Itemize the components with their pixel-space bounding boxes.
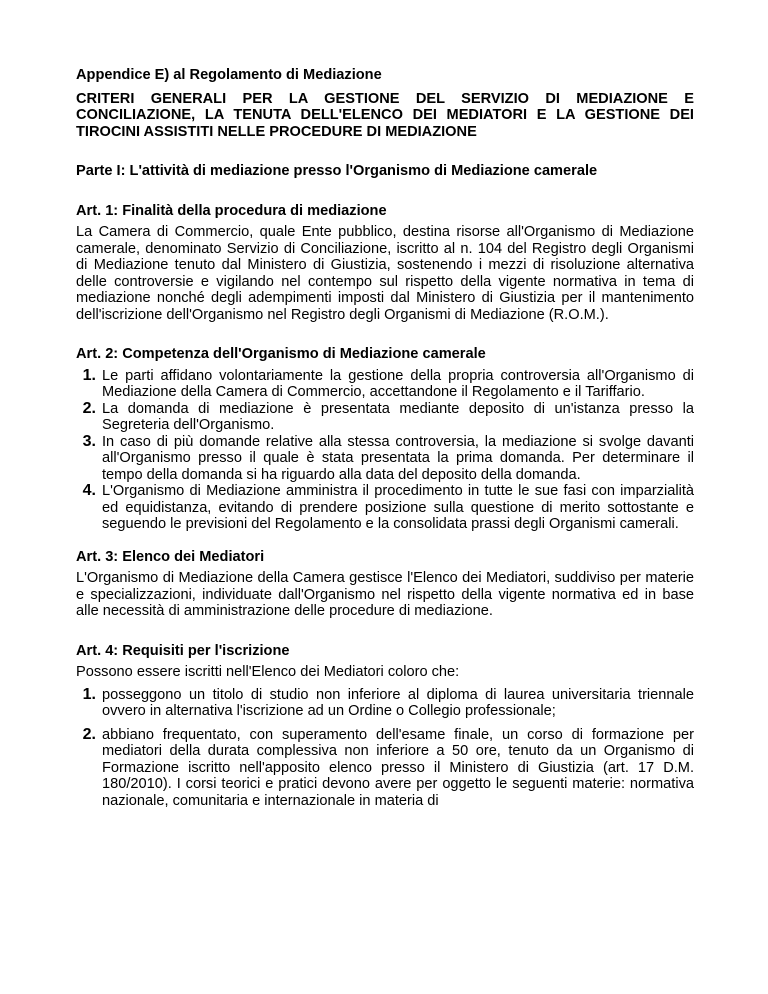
- list-item-number: 2.: [82, 725, 96, 743]
- list-item-number: 1.: [82, 685, 96, 703]
- article-1-text: La Camera di Commercio, quale Ente pubblico, destina risorse all'Organismo di Mediazione camerale, denominato Servizio di Conciliazione, iscritto al n. 104 del Registro degli Organismi di Mediazione tenuto dal Ministero di Giustizia, sostenendo i mezzi di risoluzione alternativa delle controversie e vigilando nel contempo sul rispetto della vigente normativa in tema di mediazione nonché degli adempimenti imposti dal Ministero di Giustizia per il mantenimento dell'iscrizione dell'Organismo nel Registro degli Organismi di Mediazione (R.O.M.).: [76, 224, 694, 323]
- article-4: [76, 643, 694, 810]
- list-item-number: 4.: [82, 482, 96, 499]
- article-2: [76, 346, 694, 533]
- list-item: [82, 482, 694, 533]
- part-heading: Parte I: L'attività di mediazione presso l'Organismo di Mediazione camerale: [76, 163, 598, 179]
- list-item-number: 2.: [82, 399, 96, 417]
- list-item: [82, 432, 694, 484]
- list-item: [82, 399, 694, 434]
- article-2-list: [76, 368, 694, 533]
- list-item-number: 3.: [82, 432, 96, 450]
- article-2-heading: Art. 2: Competenza dell'Organismo di Mediazione camerale: [76, 346, 486, 362]
- article-3-text: L'Organismo di Mediazione della Camera gestisce l'Elenco dei Mediatori, suddiviso per materie e specializzazioni, individuate dall'Organismo nel rispetto della vigente normativa ed in base alle necessità di amministrazione delle procedure di mediazione.: [76, 570, 694, 619]
- article-4-intro: Possono essere iscritti nell'Elenco dei Mediatori coloro che:: [76, 664, 460, 680]
- article-1-heading: Art. 1: Finalità della procedura di mediazione: [76, 202, 387, 219]
- document-title: CRITERI GENERALI PER LA GESTIONE DEL SERVIZIO DI MEDIAZIONE E CONCILIAZIONE, LA TENUTA DELL'ELENCO DEI MEDIATORI E LA GESTIONE DEI TIROCINI ASSISTITI NELLE PROCEDURE DI MEDIAZIONE: [76, 90, 694, 140]
- article-1: [76, 203, 694, 324]
- list-item-text: In caso di più domande relative alla stessa controversia, la mediazione si svolge davanti all'Organismo presso il quale è stata presentata la prima domanda. Per determinare il tempo della domanda si ha riguardo alla data del deposito della domanda.: [102, 433, 694, 483]
- article-4-heading: Art. 4: Requisiti per l'iscrizione: [76, 642, 290, 659]
- appendix-heading: Appendice E) al Regolamento di Mediazione: [76, 67, 382, 83]
- list-item: [82, 685, 694, 720]
- article-3: [76, 549, 694, 620]
- list-item-text: La domanda di mediazione è presentata mediante deposito di un'istanza presso la Segreteria dell'Organismo.: [102, 400, 694, 433]
- list-item-text: Le parti affidano volontariamente la gestione della propria controversia all'Organismo di Mediazione della Camera di Commercio, accettandone il Regolamento e il Tariffario.: [102, 367, 694, 400]
- list-item: [82, 366, 694, 401]
- list-item-number: 1.: [82, 366, 96, 384]
- list-item-text: abbiano frequentato, con superamento dell'esame finale, un corso di formazione per mediatori della durata complessiva non inferiore a 50 ore, tenuto da un Organismo di Formazione iscritto nell'apposito elenco presso il Ministero di Giustizia (art. 17 D.M. 180/2010). I corsi teorici e pratici devono avere per oggetto le seguenti materie: normativa nazionale, comunitaria e internazionale in materia di: [102, 726, 694, 809]
- article-3-heading: Art. 3: Elenco dei Mediatori: [76, 548, 265, 565]
- article-4-list: [76, 687, 694, 810]
- list-item-text: posseggono un titolo di studio non inferiore al diploma di laurea universitaria triennale ovvero in alternativa l'iscrizione ad un Ordine o Collegio professionale;: [102, 686, 694, 719]
- list-item: [82, 725, 694, 810]
- list-item-text: L'Organismo di Mediazione amministra il procedimento in tutte le sue fasi con imparzialità ed equidistanza, evitando di prendere posizione sulla questione di merito sottostante e seguendo le previsioni del Regolamento e la consolidata prassi degli Organismi camerali.: [102, 483, 694, 532]
